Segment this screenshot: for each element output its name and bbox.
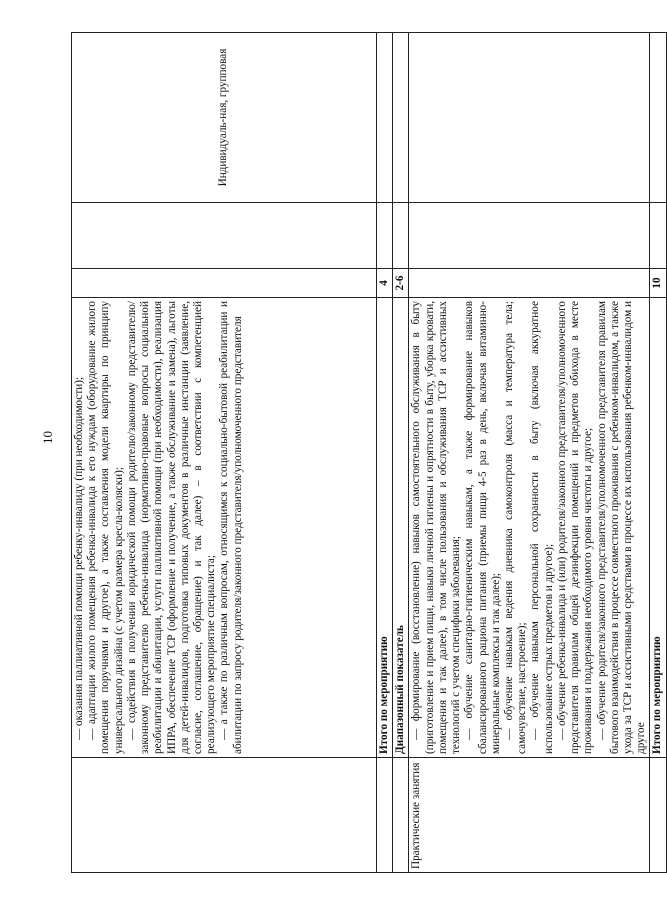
range-value: 2-6 (393, 269, 409, 298)
table-row (650, 33, 666, 873)
list-item: — обучение родителя/законного представителя/уполномоченного представителя правилам бытового взаимодействия в процессе совместного проживания с ребенком-инвалидом, а также ухода за ТСР и ассистивными средствами в процессе их использования ребенком-инвалидом и другое (595, 301, 648, 754)
rehabilitation-table (71, 32, 667, 873)
total-label: Итого по мероприятию (377, 298, 393, 758)
empty-cell (72, 203, 377, 269)
range-label: Диапазонный показатель (393, 298, 409, 758)
section-title: Практические занятия (409, 758, 650, 873)
total-value: 10 (650, 269, 666, 298)
rotated-table-container (71, 33, 664, 873)
table-row (377, 33, 393, 873)
table-row (393, 33, 409, 873)
list-item: — а также по различным вопросам, относящимся к социально-бытовой реабилитации и абилитации по запросу родителя/законного представителя/уполномоченного представителя (218, 301, 244, 754)
form-cell: Индивидуаль-ная, групповая (72, 33, 377, 203)
list-item: — содействия в получении юридической помощи родителю/законному представителю/законному представителю ребенка-инвалида (нормативно-правовые вопросы социальной реабилитации и абилитации, услуги паллиативной помощи (при необходимости), реализация ИПРА, обеспечение ТСР (оформление и получение, а также обслуживание и замена), льготы для детей-инвалидов, подготовка типовых документов в различные инстанции (заявление, согласие, соглашение, обращение) и так далее) – в соответствии с компетенцией реализующего мероприятие специалиста; (125, 301, 218, 754)
list-item: — обучение санитарно-гигиеническим навыкам, а также формирование навыков сбалансированного рациона питания (приемы пищи 4-5 раз в день, включая витаминно-минеральные комплексы и так далее); (463, 301, 502, 754)
total-label: Итого по мероприятию (650, 298, 666, 758)
page-number: 10 (40, 431, 55, 444)
list-item: — формирование (восстановление) навыков самостоятельного обслуживания в быту (приготовление и прием пищи, навыки личной гигиены и опрятности в быту, уборка кровати, помещения и так далее), в том числе пользования и обслуживания ТСР и ассистивных технологий с учетом специфики заболевания; (410, 301, 463, 754)
count-cell (72, 269, 377, 298)
list-item: — обучение навыкам ведения дневника самоконтроля (масса и температура тела; самочувствие, настроение); (502, 301, 529, 754)
section-cell-empty (72, 758, 377, 873)
content-cell (72, 298, 377, 758)
list-item: — обучение ребенка-инвалида и (или) родителя/законного представителя/уполномоченного представителя правилам общей дезинфекции помещений и предметов обихода в месте проживания и поддержания необходимого уровня чистоты и другое; (555, 301, 595, 754)
list-item: — обучение навыкам персональной сохранности в быту (включая аккуратное использование острых предметов и другое); (529, 301, 555, 754)
content-cell (409, 298, 650, 758)
list-item: — адаптации жилого помещения ребенка-инвалида к его нуждам (оборудование жилого помещения поручнями и другое), а также составления модели квартиры по принципу универсального дизайна (с учетом размера кресла-коляски); (86, 301, 125, 754)
total-value: 4 (377, 269, 393, 298)
table-row (72, 33, 377, 873)
table-row (409, 33, 650, 873)
list-item: — оказания паллиативной помощи ребенку-инвалиду (при необходимости); (73, 376, 85, 740)
